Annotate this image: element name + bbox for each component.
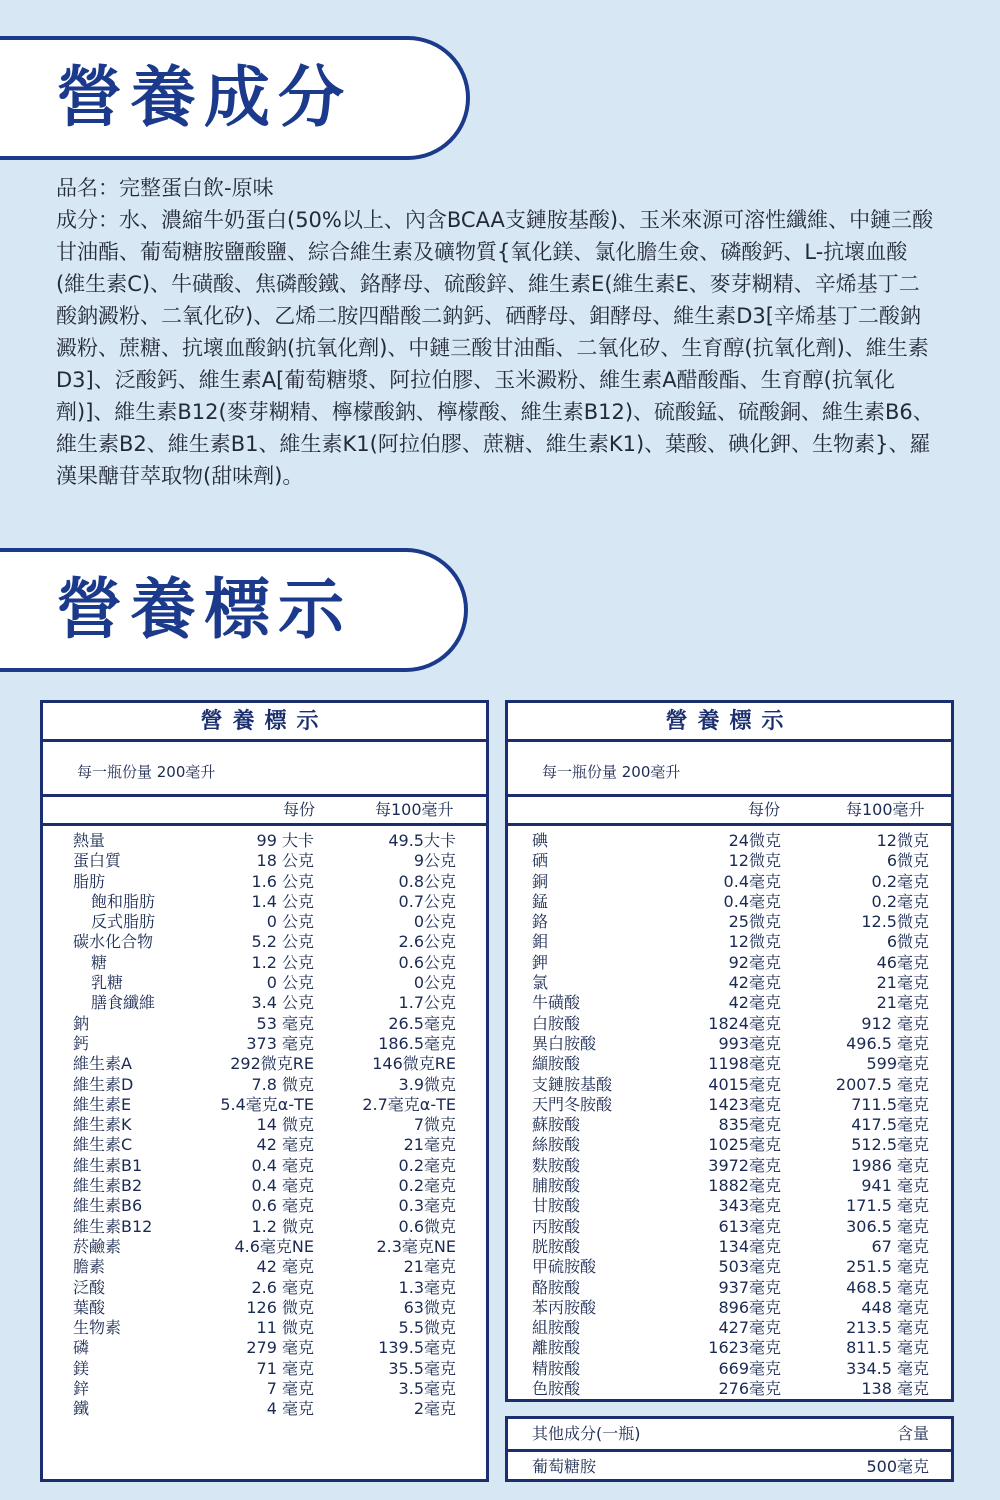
value-per-serving: 18 公克 <box>256 851 314 871</box>
value-per-serving: 92毫克 <box>728 952 781 972</box>
table-row <box>508 1379 951 1399</box>
table-row <box>43 912 486 932</box>
table-row <box>508 1217 951 1237</box>
value-per-serving: 937毫克 <box>718 1277 781 1297</box>
other-item-name: 葡萄糖胺 <box>532 1457 597 1476</box>
table-row <box>508 1196 951 1216</box>
value-per-100ml: 26.5毫克 <box>388 1013 456 1033</box>
value-per-serving: 126 微克 <box>246 1297 314 1317</box>
value-per-serving: 1.4 公克 <box>251 891 314 911</box>
value-per-serving: 373 毫克 <box>246 1033 314 1053</box>
value-per-100ml: 21毫克 <box>876 973 929 993</box>
value-per-serving: 0.6 毫克 <box>251 1196 314 1216</box>
value-per-100ml: 711.5毫克 <box>851 1094 929 1114</box>
value-per-100ml: 21毫克 <box>876 993 929 1013</box>
value-per-100ml: 941 毫克 <box>861 1176 929 1196</box>
value-per-100ml: 12.5微克 <box>861 912 929 932</box>
table-row <box>508 1014 951 1034</box>
value-per-serving: 11 微克 <box>256 1318 314 1338</box>
nutrient-name: 脂肪 <box>73 871 106 891</box>
table-row <box>508 1176 951 1196</box>
value-per-serving: 42毫克 <box>728 993 781 1013</box>
value-per-100ml: 138 毫克 <box>861 1379 929 1399</box>
nutrient-name: 白胺酸 <box>532 1013 581 1033</box>
value-per-serving: 4015毫克 <box>708 1074 781 1094</box>
nutrient-name: 色胺酸 <box>532 1379 581 1399</box>
nutrient-name: 胱胺酸 <box>532 1236 581 1256</box>
value-per-100ml: 2毫克 <box>413 1399 456 1419</box>
value-per-serving: 669毫克 <box>718 1358 781 1378</box>
value-per-100ml: 0公克 <box>413 912 456 932</box>
table-row <box>43 1237 486 1257</box>
value-per-serving: 292微克RE <box>230 1054 314 1074</box>
nutrient-name: 鎂 <box>73 1358 90 1378</box>
table-row <box>508 1034 951 1054</box>
nutrient-name: 乳糖 <box>91 973 124 993</box>
nutrient-name: 氯 <box>532 973 549 993</box>
table-row <box>508 973 951 993</box>
value-per-100ml: 186.5毫克 <box>378 1033 456 1053</box>
value-per-100ml: 1.3毫克 <box>398 1277 456 1297</box>
value-per-100ml: 7微克 <box>413 1115 456 1135</box>
table-row <box>43 1196 486 1216</box>
nutrient-name: 磷 <box>73 1338 90 1358</box>
nutrient-name: 精胺酸 <box>532 1358 581 1378</box>
nutrient-name: 甘胺酸 <box>532 1196 581 1216</box>
table-row <box>508 1095 951 1115</box>
table-row <box>43 872 486 892</box>
panel-title: 營養標示 <box>43 703 486 742</box>
value-per-serving: 5.2 公克 <box>251 932 314 952</box>
column-header <box>508 797 951 826</box>
table-row <box>43 932 486 952</box>
panel-title: 營養標示 <box>508 703 951 742</box>
value-per-100ml: 6微克 <box>886 851 929 871</box>
table-row <box>508 1237 951 1257</box>
nutrient-name: 絲胺酸 <box>532 1135 581 1155</box>
ingredients-text: 水、濃縮牛奶蛋白(50%以上、內含BCAA支鏈胺基酸)、玉米來源可溶性纖維、中鏈三酸甘油酯、葡萄糖胺鹽酸鹽、綜合維生素及礦物質{氧化鎂、氯化膽生僉、磷酸鈣、L-抗壞血酸(維生素C)、牛磺酸、焦磷酸鐵、鉻酵母、硫酸鋅、維生素E(維生素E、麥芽糊精、辛烯基丁二酸鈉澱粉、二氧化矽)、乙烯二胺四醋酸二鈉鈣、硒酵母、鉬酵母、維生素D3[辛烯基丁二酸鈉澱粉、蔗糖、抗壞血酸鈉(抗氧化劑)、中鏈三酸甘油酯、二氧化矽、生育醇(抗氧化劑)、維生素D3]、泛酸鈣、維生素A[葡萄糖漿、阿拉伯膠、玉米澱粉、維生素A醋酸酯、生育醇(抗氧化劑)]、維生素B12(麥芽糊精、檸檬酸鈉、檸檬酸、維生素B12)、硫酸錳、硫酸銅、維生素B6、維生素B2、維生素B1、維生素K1(阿拉伯膠、蔗糖、維生素K1)、葉酸、碘化鉀、生物素}、羅漢果醣苷萃取物(甜味劑)。 <box>56 208 934 488</box>
value-per-serving: 53 毫克 <box>256 1013 314 1033</box>
table-row <box>508 1318 951 1338</box>
value-per-100ml: 0公克 <box>413 973 456 993</box>
table-row <box>43 1095 486 1115</box>
value-per-100ml: 6微克 <box>886 932 929 952</box>
table-row <box>43 1014 486 1034</box>
table-row <box>43 1075 486 1095</box>
nutrient-name: 維生素B6 <box>73 1196 143 1216</box>
value-per-serving: 427毫克 <box>718 1318 781 1338</box>
table-row <box>43 831 486 851</box>
value-per-100ml: 2.3毫克NE <box>376 1236 456 1256</box>
nutrient-name: 生物素 <box>73 1318 122 1338</box>
value-per-serving: 3.4 公克 <box>251 993 314 1013</box>
table-row <box>508 1156 951 1176</box>
nutrient-name: 維生素E <box>73 1094 132 1114</box>
value-per-serving: 1623毫克 <box>708 1338 781 1358</box>
ingredients-label: 成分： <box>56 208 119 232</box>
value-per-serving: 7 毫克 <box>266 1379 314 1399</box>
table-row <box>43 973 486 993</box>
column-header <box>43 797 486 826</box>
table-row <box>508 1338 951 1358</box>
value-per-100ml: 213.5 毫克 <box>846 1318 929 1338</box>
table-row <box>43 993 486 1013</box>
value-per-100ml: 2.6公克 <box>398 932 456 952</box>
nutrient-name: 脯胺酸 <box>532 1176 581 1196</box>
other-item-value: 500毫克 <box>866 1457 929 1476</box>
section-title-nutrition: 營養標示 <box>56 571 352 648</box>
nutrient-name: 蛋白質 <box>73 851 122 871</box>
value-per-100ml: 448 毫克 <box>861 1297 929 1317</box>
nutrition-panel-left <box>40 700 489 1482</box>
value-per-100ml: 0.2毫克 <box>871 871 929 891</box>
table-row <box>43 1217 486 1237</box>
table-row <box>43 1034 486 1054</box>
table-row <box>43 1257 486 1277</box>
value-per-serving: 613毫克 <box>718 1216 781 1236</box>
value-per-100ml: 251.5 毫克 <box>846 1257 929 1277</box>
value-per-serving: 993毫克 <box>718 1033 781 1053</box>
nutrient-name: 維生素K <box>73 1115 132 1135</box>
table-row <box>508 1298 951 1318</box>
other-item-row <box>508 1449 951 1482</box>
nutrition-rows <box>508 826 951 1399</box>
nutrient-name: 鉻 <box>532 912 549 932</box>
value-per-serving: 4.6毫克NE <box>234 1236 314 1256</box>
serving-size: 每一瓶份量 200毫升 <box>508 742 951 797</box>
value-per-100ml: 0.7公克 <box>398 891 456 911</box>
table-row <box>508 851 951 871</box>
nutrient-name: 維生素C <box>73 1135 133 1155</box>
table-row <box>508 1054 951 1074</box>
product-name: 品名：完整蛋白飲-原味 <box>56 176 274 200</box>
col-per-serving: 每份 <box>283 800 316 819</box>
table-row <box>43 1338 486 1358</box>
value-per-serving: 14 微克 <box>256 1115 314 1135</box>
nutrient-name: 糖 <box>91 952 108 972</box>
table-row <box>508 1075 951 1095</box>
table-row <box>43 1054 486 1074</box>
value-per-serving: 0 公克 <box>266 973 314 993</box>
value-per-100ml: 2.7毫克α-TE <box>362 1094 456 1114</box>
value-per-100ml: 46毫克 <box>876 952 929 972</box>
nutrient-name: 鈉 <box>73 1013 90 1033</box>
table-row <box>43 1176 486 1196</box>
table-row <box>43 1318 486 1338</box>
table-row <box>508 872 951 892</box>
nutrient-name: 麩胺酸 <box>532 1155 581 1175</box>
value-per-100ml: 1.7公克 <box>398 993 456 1013</box>
nutrient-name: 碘 <box>532 831 549 850</box>
value-per-100ml: 171.5 毫克 <box>846 1196 929 1216</box>
nutrient-name: 丙胺酸 <box>532 1216 581 1236</box>
nutrient-name: 異白胺酸 <box>532 1033 597 1053</box>
nutrient-name: 硒 <box>532 851 549 871</box>
value-per-100ml: 334.5 毫克 <box>846 1358 929 1378</box>
nutrient-name: 鉬 <box>532 932 549 952</box>
value-per-serving: 134毫克 <box>718 1236 781 1256</box>
value-per-100ml: 5.5微克 <box>398 1318 456 1338</box>
nutrient-name: 泛酸 <box>73 1277 106 1297</box>
nutrient-name: 纈胺酸 <box>532 1054 581 1074</box>
other-header-row <box>508 1419 951 1449</box>
value-per-100ml: 468.5 毫克 <box>846 1277 929 1297</box>
table-row <box>43 851 486 871</box>
table-row <box>43 892 486 912</box>
table-row <box>508 892 951 912</box>
value-per-serving: 1.2 微克 <box>251 1216 314 1236</box>
value-per-100ml: 2007.5 毫克 <box>835 1074 929 1094</box>
value-per-serving: 1198毫克 <box>708 1054 781 1074</box>
value-per-serving: 0.4毫克 <box>723 891 781 911</box>
value-per-serving: 1824毫克 <box>708 1013 781 1033</box>
value-per-serving: 0.4毫克 <box>723 871 781 891</box>
table-row <box>508 1359 951 1379</box>
table-row <box>508 1135 951 1155</box>
value-per-100ml: 35.5毫克 <box>388 1358 456 1378</box>
value-per-serving: 0 公克 <box>266 912 314 932</box>
value-per-serving: 42毫克 <box>728 973 781 993</box>
value-per-serving: 7.8 微克 <box>251 1074 314 1094</box>
table-row <box>43 1156 486 1176</box>
value-per-serving: 5.4毫克α-TE <box>220 1094 314 1114</box>
table-row <box>43 1278 486 1298</box>
value-per-serving: 1025毫克 <box>708 1135 781 1155</box>
value-per-100ml: 912 毫克 <box>861 1013 929 1033</box>
value-per-100ml: 1986 毫克 <box>851 1155 929 1175</box>
nutrient-name: 支鏈胺基酸 <box>532 1074 613 1094</box>
table-row <box>508 1115 951 1135</box>
nutrient-name: 蘇胺酸 <box>532 1115 581 1135</box>
value-per-100ml: 0.3毫克 <box>398 1196 456 1216</box>
nutrient-name: 天門冬胺酸 <box>532 1094 613 1114</box>
table-row <box>43 1298 486 1318</box>
value-per-serving: 12微克 <box>728 851 781 871</box>
value-per-serving: 3972毫克 <box>708 1155 781 1175</box>
value-per-100ml: 0.2毫克 <box>871 891 929 911</box>
ingredients-list <box>56 204 936 492</box>
nutrient-name: 鐵 <box>73 1399 90 1419</box>
value-per-100ml: 306.5 毫克 <box>846 1216 929 1236</box>
nutrient-name: 組胺酸 <box>532 1318 581 1338</box>
serving-size: 每一瓶份量 200毫升 <box>43 742 486 797</box>
value-per-serving: 0.4 毫克 <box>251 1155 314 1175</box>
value-per-serving: 276毫克 <box>718 1379 781 1399</box>
nutrient-name: 維生素D <box>73 1074 134 1094</box>
nutrient-name: 鋅 <box>73 1379 90 1399</box>
value-per-serving: 896毫克 <box>718 1297 781 1317</box>
nutrient-name: 酪胺酸 <box>532 1277 581 1297</box>
value-per-serving: 503毫克 <box>718 1257 781 1277</box>
value-per-100ml: 0.8公克 <box>398 871 456 891</box>
nutrient-name: 飽和脂肪 <box>91 891 156 911</box>
section-banner-ingredients <box>0 36 470 160</box>
table-row <box>508 831 951 851</box>
nutrition-rows <box>43 826 486 1420</box>
table-row <box>43 1115 486 1135</box>
table-row <box>43 1135 486 1155</box>
value-per-100ml: 146微克RE <box>372 1054 456 1074</box>
value-per-serving: 25微克 <box>728 912 781 932</box>
nutrient-name: 甲硫胺酸 <box>532 1257 597 1277</box>
value-per-serving: 42 毫克 <box>256 1257 314 1277</box>
value-per-100ml: 139.5毫克 <box>378 1338 456 1358</box>
table-row <box>43 1359 486 1379</box>
value-per-serving: 0.4 毫克 <box>251 1176 314 1196</box>
nutrient-name: 鉀 <box>532 952 549 972</box>
value-per-100ml: 3.9微克 <box>398 1074 456 1094</box>
table-row <box>508 953 951 973</box>
nutrient-name: 離胺酸 <box>532 1338 581 1358</box>
table-row <box>43 953 486 973</box>
table-row <box>508 1278 951 1298</box>
nutrient-name: 維生素B12 <box>73 1216 153 1236</box>
value-per-serving: 99 大卡 <box>256 831 314 850</box>
nutrient-name: 錳 <box>532 891 549 911</box>
value-per-serving: 4 毫克 <box>266 1399 314 1419</box>
section-banner-nutrition <box>0 548 468 672</box>
value-per-100ml: 512.5毫克 <box>851 1135 929 1155</box>
value-per-serving: 343毫克 <box>718 1196 781 1216</box>
value-per-serving: 835毫克 <box>718 1115 781 1135</box>
nutrient-name: 菸鹼素 <box>73 1236 122 1256</box>
value-per-100ml: 417.5毫克 <box>851 1115 929 1135</box>
col-per-serving: 每份 <box>748 800 781 819</box>
nutrient-name: 反式脂肪 <box>91 912 156 932</box>
value-per-serving: 1.2 公克 <box>251 952 314 972</box>
other-ingredients-box <box>505 1416 954 1482</box>
value-per-100ml: 0.6公克 <box>398 952 456 972</box>
nutrient-name: 維生素A <box>73 1054 132 1074</box>
value-per-100ml: 67 毫克 <box>871 1236 929 1256</box>
value-per-serving: 1.6 公克 <box>251 871 314 891</box>
value-per-100ml: 49.5大卡 <box>388 831 456 850</box>
nutrient-name: 葉酸 <box>73 1297 106 1317</box>
value-per-serving: 279 毫克 <box>246 1338 314 1358</box>
nutrient-name: 碳水化合物 <box>73 932 154 952</box>
value-per-100ml: 599毫克 <box>866 1054 929 1074</box>
nutrient-name: 銅 <box>532 871 549 891</box>
nutrient-name: 膳食纖維 <box>91 993 156 1013</box>
value-per-100ml: 3.5毫克 <box>398 1379 456 1399</box>
section-title-ingredients: 營養成分 <box>56 59 352 136</box>
value-per-serving: 12微克 <box>728 932 781 952</box>
nutrient-name: 鈣 <box>73 1033 90 1053</box>
value-per-100ml: 63微克 <box>403 1297 456 1317</box>
value-per-100ml: 9公克 <box>413 851 456 871</box>
value-per-100ml: 0.2毫克 <box>398 1176 456 1196</box>
value-per-100ml: 0.2毫克 <box>398 1155 456 1175</box>
table-row <box>508 932 951 952</box>
table-row <box>43 1379 486 1399</box>
nutrient-name: 牛磺酸 <box>532 993 581 1013</box>
value-per-100ml: 496.5 毫克 <box>846 1033 929 1053</box>
nutrient-name: 維生素B2 <box>73 1176 143 1196</box>
table-row <box>508 1257 951 1277</box>
value-per-serving: 1423毫克 <box>708 1094 781 1114</box>
value-per-100ml: 21毫克 <box>403 1257 456 1277</box>
other-label: 其他成分(一瓶) <box>532 1424 641 1443</box>
nutrient-name: 熱量 <box>73 831 106 850</box>
value-per-serving: 1882毫克 <box>708 1176 781 1196</box>
nutrition-panel-right <box>505 700 954 1402</box>
col-per-100ml: 每100毫升 <box>846 800 925 819</box>
table-row <box>508 993 951 1013</box>
value-per-100ml: 0.6微克 <box>398 1216 456 1236</box>
value-per-100ml: 21毫克 <box>403 1135 456 1155</box>
nutrient-name: 膽素 <box>73 1257 106 1277</box>
value-per-100ml: 811.5 毫克 <box>846 1338 929 1358</box>
value-per-serving: 2.6 毫克 <box>251 1277 314 1297</box>
table-row <box>43 1399 486 1419</box>
value-per-serving: 71 毫克 <box>256 1358 314 1378</box>
value-per-100ml: 12微克 <box>876 831 929 850</box>
value-per-serving: 24微克 <box>728 831 781 850</box>
value-per-serving: 42 毫克 <box>256 1135 314 1155</box>
table-row <box>508 912 951 932</box>
col-per-100ml: 每100毫升 <box>375 800 454 819</box>
ingredients-block <box>56 172 936 492</box>
nutrient-name: 苯丙胺酸 <box>532 1297 597 1317</box>
other-amount-label: 含量 <box>896 1424 929 1443</box>
nutrient-name: 維生素B1 <box>73 1155 143 1175</box>
